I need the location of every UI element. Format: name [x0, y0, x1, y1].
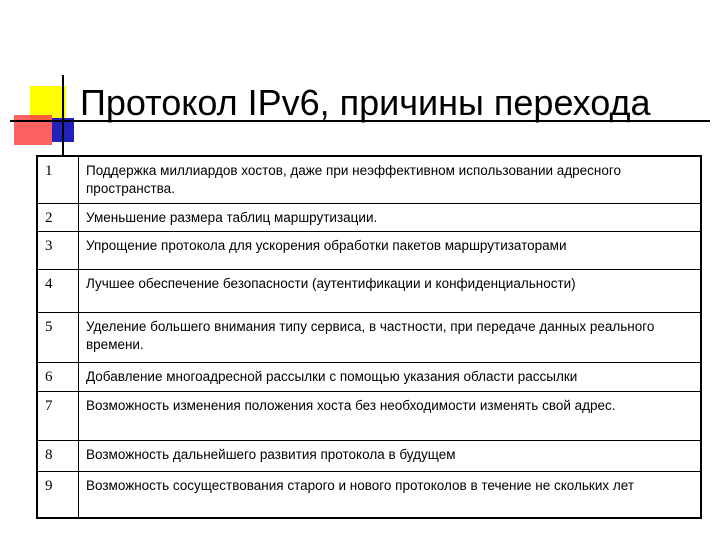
- row-text: Лучшее обеспечение безопасности (аутентификации и конфиденциальности): [79, 269, 702, 312]
- vertical-rule: [62, 75, 64, 155]
- row-text: Уделение большего внимания типу сервиса, в частности, при передаче данных реального времени.: [79, 312, 702, 362]
- row-text: Уменьшение размера таблиц маршрутизации.: [79, 203, 702, 231]
- row-number: 8: [37, 440, 79, 471]
- row-number: 5: [37, 312, 79, 362]
- row-number: 2: [37, 203, 79, 231]
- table-row: [37, 362, 701, 391]
- row-text: Добавление многоадресной рассылки с помощью указания области рассылки: [79, 362, 702, 391]
- table-row: [37, 203, 701, 231]
- table-row: [37, 231, 701, 269]
- row-number: 3: [37, 231, 79, 269]
- row-number: 7: [37, 391, 79, 440]
- row-text: Возможность дальнейшего развития протокола в будущем: [79, 440, 702, 471]
- row-number: 1: [37, 156, 79, 203]
- row-text: Возможность сосуществования старого и нового протоколов в течение не скольких лет: [79, 471, 702, 518]
- slide-title: Протокол IPv6, причины перехода: [80, 82, 651, 123]
- table-row: [37, 440, 701, 471]
- row-text: Упрощение протокола для ускорения обработки пакетов маршрутизаторами: [79, 231, 702, 269]
- row-text: Поддержка миллиардов хостов, даже при неэффективном использовании адресного пространства.: [79, 156, 702, 203]
- reasons-table: [36, 155, 702, 519]
- table-row: [37, 312, 701, 362]
- table-row: [37, 156, 701, 203]
- row-text: Возможность изменения положения хоста без необходимости изменять свой адрес.: [79, 391, 702, 440]
- row-number: 4: [37, 269, 79, 312]
- row-number: 9: [37, 471, 79, 518]
- table-row: [37, 269, 701, 312]
- table-row: [37, 391, 701, 440]
- table-row: [37, 471, 701, 518]
- red-square: [14, 115, 52, 145]
- row-number: 6: [37, 362, 79, 391]
